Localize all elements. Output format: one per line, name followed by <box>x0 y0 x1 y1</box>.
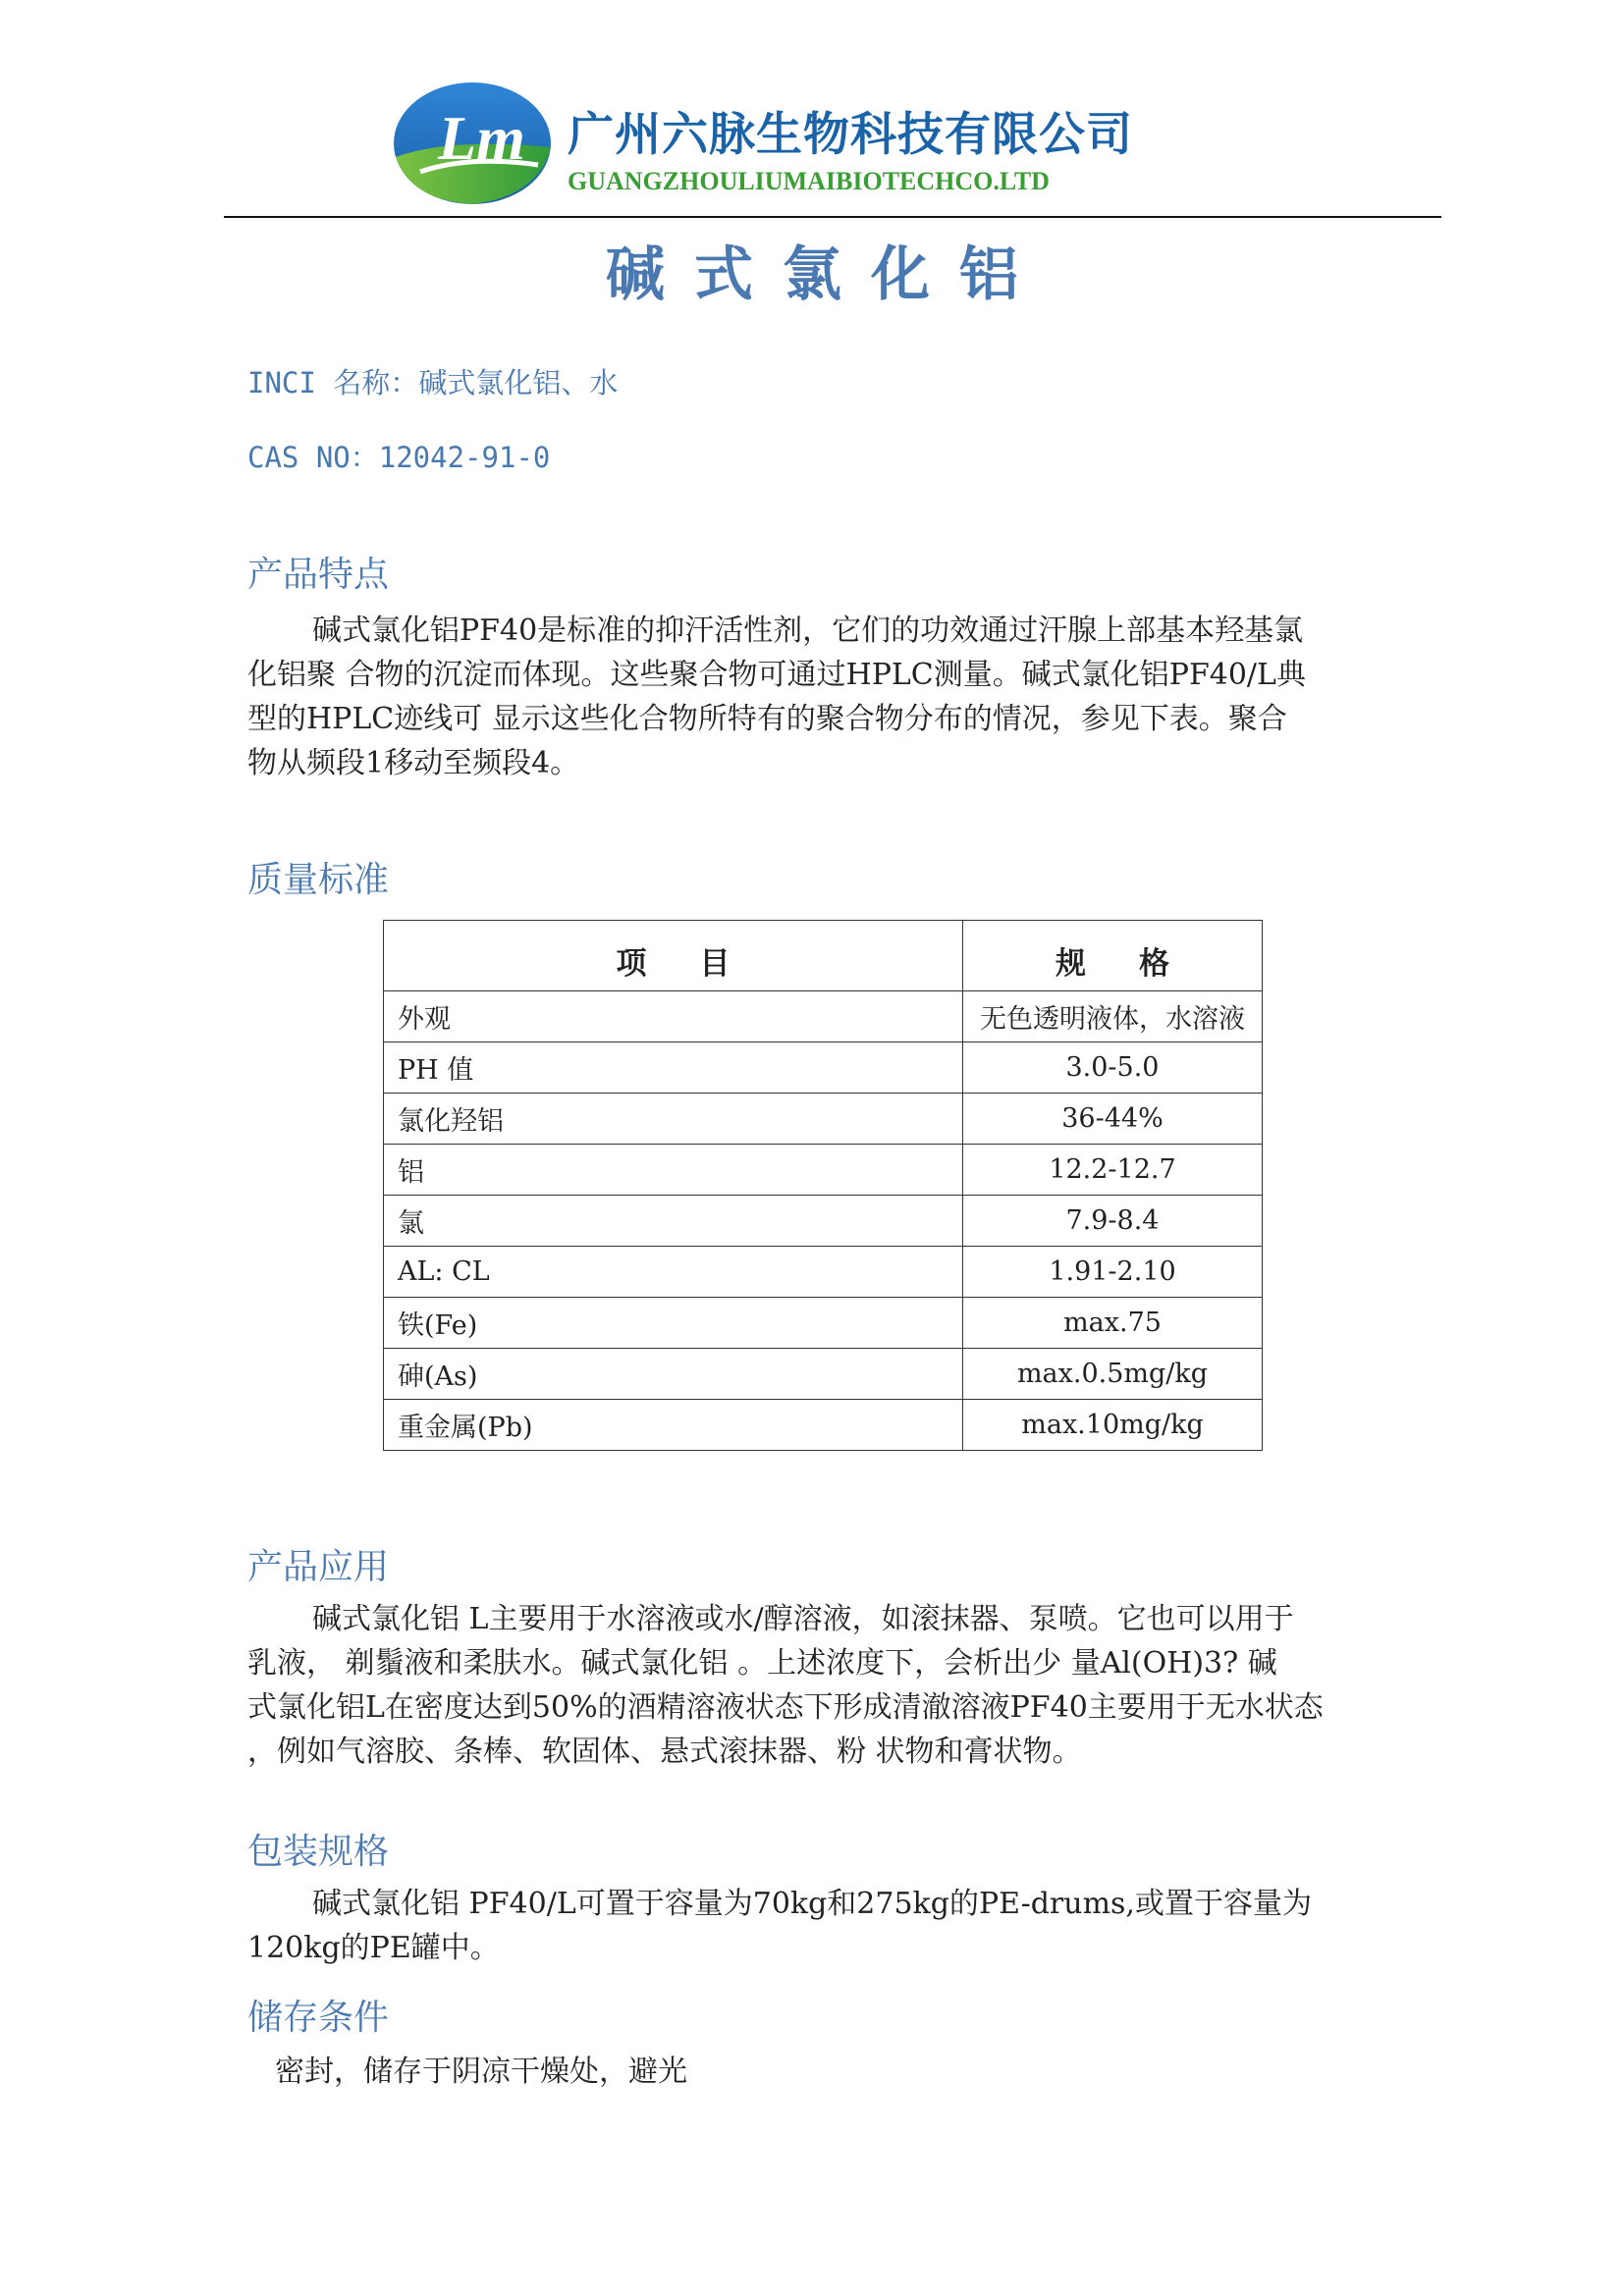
table-row <box>384 1400 1263 1451</box>
inci-value: 碱式氯化铝、水 <box>418 366 619 400</box>
table-cell-spec: 1.91-2.10 <box>963 1247 1263 1298</box>
table-cell-spec: 无色透明液体，水溶液 <box>963 991 1263 1042</box>
table-header-row <box>384 921 1263 991</box>
header-divider <box>224 216 1441 218</box>
table-cell-spec: max.75 <box>963 1298 1263 1349</box>
table-row <box>384 991 1263 1042</box>
table-cell-spec: max.0.5mg/kg <box>963 1349 1263 1400</box>
application-paragraph: 碱式氯化铝 L主要用于水溶液或水/醇溶液，如滚抹器、泵喷。它也可以用于 乳液， 剃鬚液和柔肤水。碱式氯化铝 。上述浓度下，会析出少 量Al(OH)3? 碱 式氯化铝L在密度达到50%的酒精溶液状态下形成清澈溶液PF40主要用于无水状态 ，例如气溶胶、条棒、软固体、悬式滚抹器、粉 状物和膏状物。 <box>247 1602 1324 1769</box>
company-name-cn: 广州六脉生物科技有限公司 <box>568 108 1133 162</box>
table-header-spec: 规格 <box>963 921 1263 991</box>
cas-label: CAS NO： <box>247 441 379 474</box>
table-cell-spec: 7.9-8.4 <box>963 1196 1263 1247</box>
table-row <box>384 1247 1263 1298</box>
table-cell-item: 铝 <box>384 1145 963 1196</box>
table-row <box>384 1145 1263 1196</box>
section-heading-application: 产品应用 <box>247 1547 390 1587</box>
inci-label: INCI 名称： <box>247 366 419 400</box>
table-cell-spec: max.10mg/kg <box>963 1400 1263 1451</box>
company-name-en: GUANGZHOULIUMAIBIOTECHCO.LTD <box>568 167 1050 195</box>
table-row <box>384 1196 1263 1247</box>
table-cell-item: 氯 <box>384 1196 963 1247</box>
table-cell-item: 重金属(Pb) <box>384 1400 963 1451</box>
table-row <box>384 1298 1263 1349</box>
quality-spec-table <box>383 920 1263 1451</box>
inci-line <box>247 361 618 401</box>
table-cell-item: 砷(As) <box>384 1349 963 1400</box>
cas-line <box>247 436 550 476</box>
table-row <box>384 1042 1263 1094</box>
section-heading-storage: 储存条件 <box>247 1998 390 2038</box>
company-logo <box>391 79 554 209</box>
table-cell-spec: 3.0-5.0 <box>963 1042 1263 1094</box>
features-paragraph: 碱式氯化铝PF40是标准的抑汗活性剂，它们的功效通过汗腺上部基本羟基氯 化铝聚 合物的沉淀而体现。这些聚合物可通过HPLC测量。碱式氯化铝PF40/L典 型的HPLC迹线可 显示这些化合物所特有的聚合物分布的情况，参见下表。聚合 物从频段1移动至频段4。 <box>247 614 1306 780</box>
table-cell-item: AL: CL <box>384 1247 963 1298</box>
cas-value: 12042-91-0 <box>378 441 551 474</box>
table-cell-item: 外观 <box>384 991 963 1042</box>
table-row <box>384 1349 1263 1400</box>
table-cell-item: 氯化羟铝 <box>384 1094 963 1145</box>
table-cell-item: 铁(Fe) <box>384 1298 963 1349</box>
packaging-paragraph: 碱式氯化铝 PF40/L可置于容量为70kg和275kg的PE-drums,或置于容量为 120kg的PE罐中。 <box>247 1887 1312 1965</box>
logo-lettering: Lm <box>438 103 525 173</box>
table-cell-spec: 12.2-12.7 <box>963 1145 1263 1196</box>
section-heading-packaging: 包装规格 <box>247 1832 390 1872</box>
document-title: 碱式氯化铝 <box>606 240 1048 309</box>
table-cell-item: PH 值 <box>384 1042 963 1094</box>
section-heading-features: 产品特点 <box>247 555 390 595</box>
storage-paragraph: 密封，储存于阴凉干燥处，避光 <box>275 2055 687 2089</box>
section-heading-quality: 质量标准 <box>247 860 390 900</box>
table-header-item: 项目 <box>384 921 963 991</box>
table-cell-spec: 36-44% <box>963 1094 1263 1145</box>
table-row <box>384 1094 1263 1145</box>
